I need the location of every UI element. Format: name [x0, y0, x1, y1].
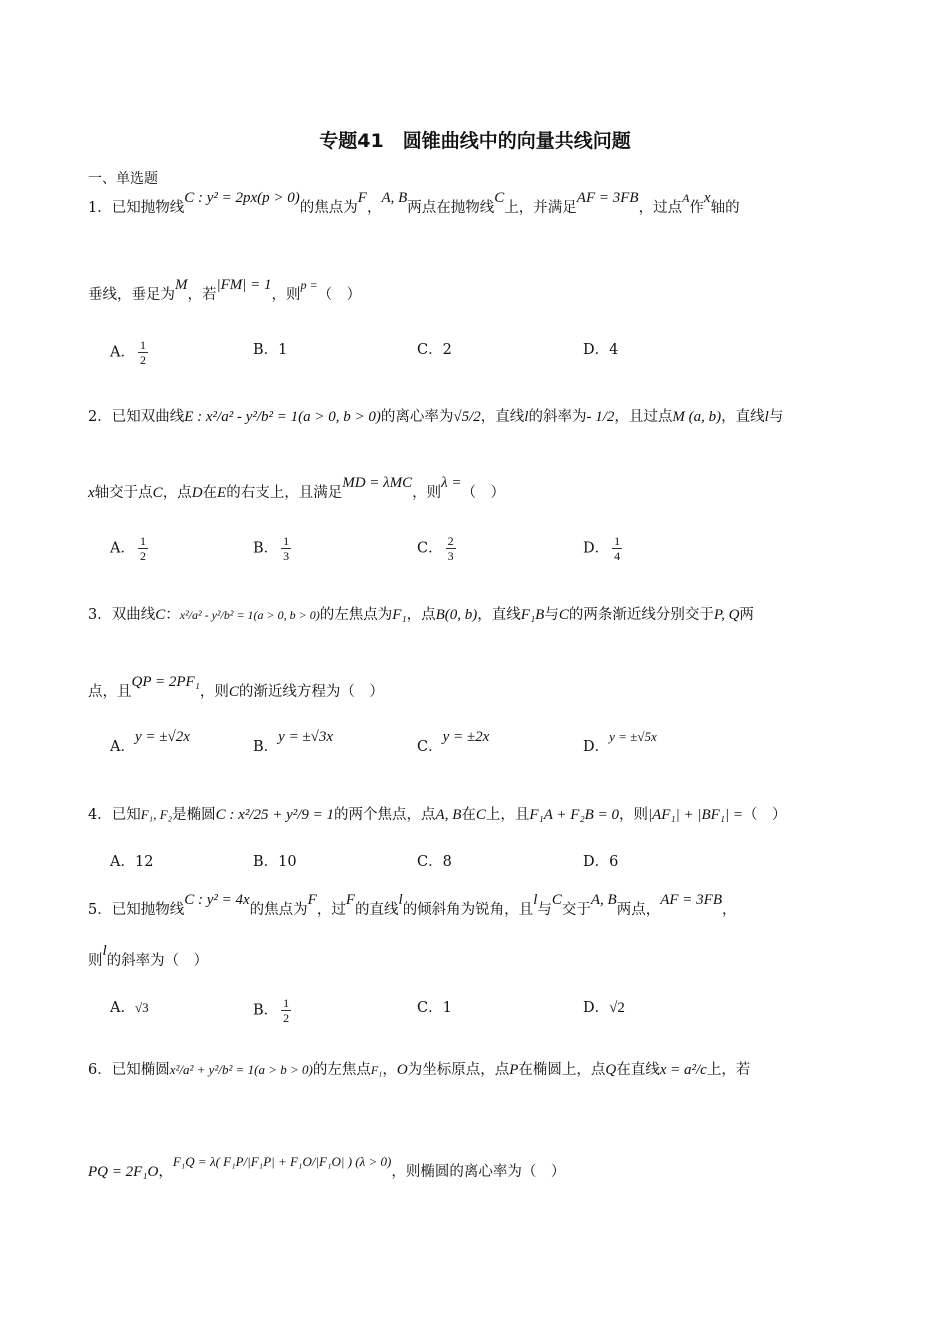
math: F	[357, 190, 367, 206]
section-heading: 一、单选题	[88, 171, 158, 187]
option-d[interactable]: D．6	[583, 854, 619, 870]
option-d[interactable]: D． $\frac{1}{4}$	[583, 534, 621, 563]
math: p =	[300, 278, 318, 292]
math: A	[682, 191, 690, 205]
question-1-line-2	[88, 277, 362, 304]
text: 的焦点为	[299, 200, 358, 216]
math: M (a, b)	[672, 409, 722, 425]
math: x	[703, 190, 711, 206]
option-a[interactable]: A． $\frac{1}{2}$	[110, 534, 146, 563]
question-5-line-2: 则l的斜率为（ ）	[88, 943, 209, 969]
math: λ =	[441, 475, 462, 491]
option-a[interactable]: A． $\frac{1}{2}$	[110, 338, 146, 367]
option-b[interactable]: B． $\frac{1}{3}$	[253, 534, 290, 563]
question-1-line-1	[88, 190, 740, 217]
math: √5/2	[453, 409, 481, 425]
option-d[interactable]: D．y = ±√5x	[583, 729, 657, 755]
math: M	[175, 277, 188, 293]
math: |FM| = 1	[216, 277, 272, 293]
option-d[interactable]: D．√2	[583, 1000, 625, 1016]
question-1-options	[110, 338, 870, 368]
math: l	[764, 409, 769, 425]
question-4-options	[110, 850, 870, 880]
question-3-line-2: 点，且QP = 2PF₁，则C的渐近线方程为（ ）	[88, 674, 384, 700]
option-c[interactable]: C．8	[417, 854, 452, 870]
question-5-line-1: 5．已知抛物线C : y² = 4x的焦点为F，过F的直线l的倾斜角为锐角，且l与C交于A, B两点，AF = 3FB，	[88, 892, 737, 918]
question-6-line-1: 6．已知椭圆x²/a² + y²/b² = 1(a > b > 0)的左焦点F₁，O为坐标原点，点P在椭圆上，点Q在直线x = a²/c上，若	[88, 1062, 751, 1078]
option-c[interactable]: C．1	[417, 1000, 452, 1016]
option-b[interactable]: B． $\frac{1}{2}$	[253, 996, 290, 1025]
question-4-line-1: 4．已知F₁, F₂是椭圆C : x²/25 + y²/9 = 1的两个焦点，点A, B在C上，且F₁A + F₂B = 0，则|AF₁| + |BF₁| =（ ）	[88, 807, 787, 823]
option-c[interactable]: C． $\frac{2}{3}$	[417, 534, 454, 563]
text: 两点在抛物线	[407, 200, 495, 216]
question-2-line-1: 2．已知双曲线E : x²/a² - y²/b² = 1(a > 0, b > 0)的离心率为√5/2，直线l的斜率为- 1/2，且过点M (a, b)，直线l与	[88, 409, 784, 425]
text: 1．已知抛物线	[88, 200, 185, 216]
question-3-line-1: 3．双曲线C：x²/a² - y²/b² = 1(a > 0, b > 0)的左焦点为F₁，点B(0, b)，直线F₁B与C的两条渐近线分别交于P, Q两	[88, 607, 754, 623]
text: ，则	[271, 287, 301, 303]
question-2-options	[110, 534, 870, 564]
option-b[interactable]: B．10	[253, 854, 297, 870]
text: ，过点	[638, 200, 683, 216]
question-5-options	[110, 996, 870, 1026]
text: 作	[689, 200, 704, 216]
math: C	[494, 190, 505, 206]
text: ，	[366, 200, 382, 216]
question-3-options	[110, 729, 870, 765]
math: - 1/2	[586, 409, 615, 425]
page-title: 专题41 圆锥曲线中的向量共线问题	[319, 130, 631, 152]
math: A, B	[381, 190, 408, 206]
option-d[interactable]: D．4	[583, 342, 619, 358]
math: l	[524, 409, 529, 425]
math: C : y² = 2px(p > 0)	[184, 190, 300, 206]
text: 轴的	[710, 200, 740, 216]
option-c[interactable]: C．y = ±2x	[417, 729, 490, 755]
option-a[interactable]: A．12	[110, 854, 154, 870]
text: ，若	[187, 287, 217, 303]
text: （ ）	[317, 287, 362, 303]
option-c[interactable]: C．2	[417, 342, 452, 358]
question-2-line-2: x轴交于点C，点D在E的右支上，且满足MD = λMC，则λ =（ ）	[88, 475, 506, 501]
text: 垂线，垂足为	[88, 287, 175, 303]
math: E : x²/a² - y²/b² = 1(a > 0, b > 0)	[184, 409, 381, 425]
option-a[interactable]: A．y = ±√2x	[110, 729, 190, 755]
math: AF = 3FB	[576, 190, 639, 206]
math: MD = λMC	[342, 475, 413, 491]
option-b[interactable]: B．y = ±√3x	[253, 729, 334, 755]
option-b[interactable]: B．1	[253, 342, 288, 358]
option-a[interactable]: A．√3	[110, 1000, 149, 1016]
text: 上，并满足	[504, 200, 577, 216]
fraction: $\frac{1}{2}$	[139, 338, 146, 367]
question-6-line-2: PQ = 2F₁O，F₁Q = λ( F₁P/|F₁P| + F₁O/|F₁O| ) (λ > 0)，则椭圆的离心率为（ ）	[88, 1154, 566, 1180]
